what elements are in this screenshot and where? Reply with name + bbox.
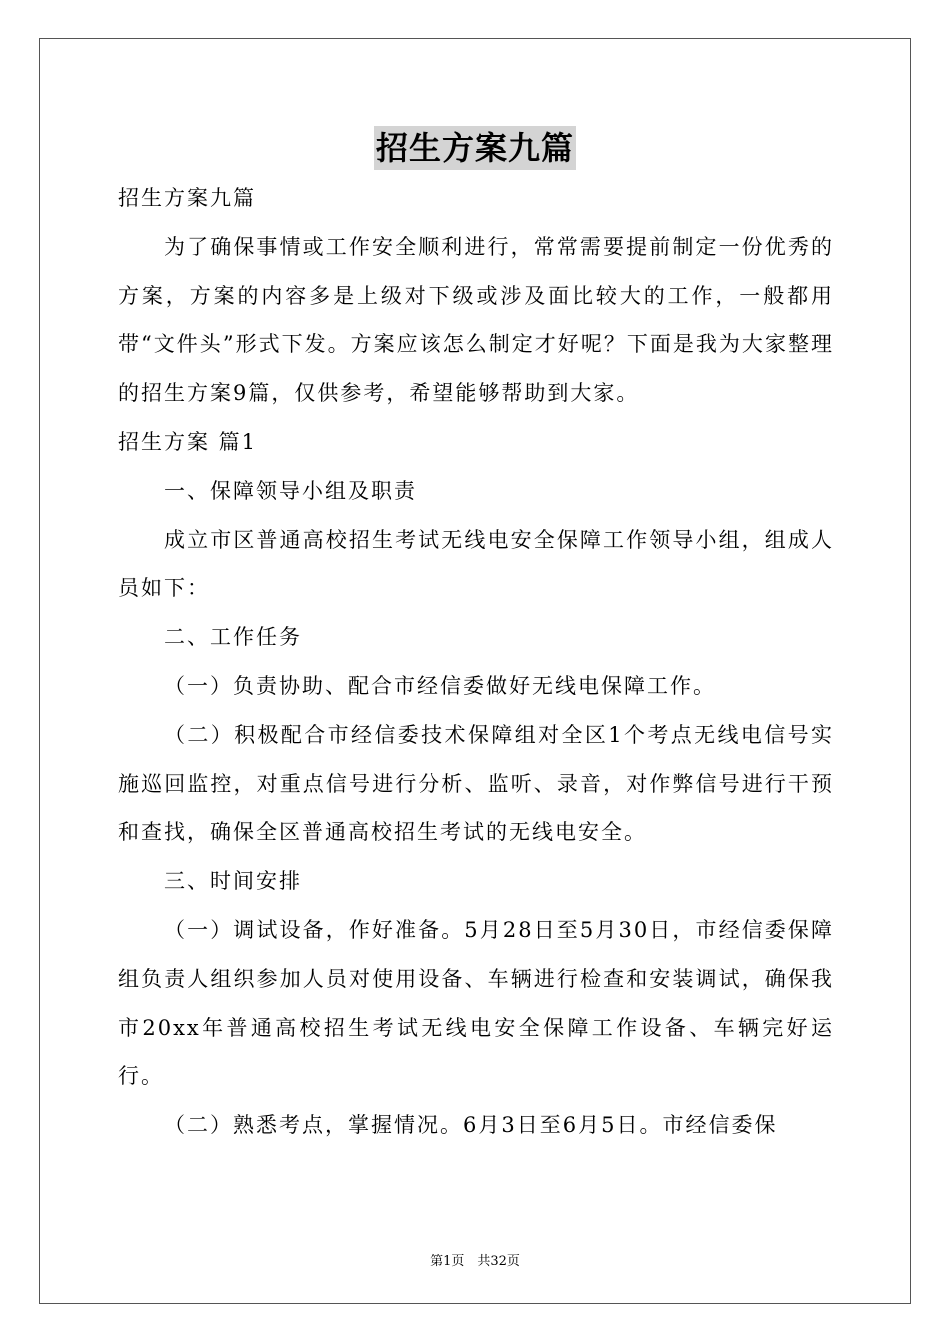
document-body [118,174,834,1150]
paragraph: （一）调试设备，作好准备。5月28日至5月30日，市经信委保障组负责人组织参加人员对使用设备、车辆进行检查和安装调试，确保我市20xx年普通高校招生考试无线电安全保障工作设备、车辆完好运行。 [118,917,834,1089]
paragraph: （二）积极配合市经信委技术保障组对全区1个考点无线电信号实施巡回监控，对重点信号进行分析、监听、录音，对作弊信号进行干预和查找，确保全区普通高校招生考试的无线电安全。 [118,722,834,845]
paragraph: 三、时间安排 [164,869,302,894]
title-wrap [0,126,950,170]
paragraph: 为了确保事情或工作安全顺利进行，常常需要提前制定一份优秀的方案，方案的内容多是上级对下级或涉及面比较大的工作，一般都用带“文件头”形式下发。方案应该怎么制定才好呢？下面是我为大家整理的招生方案9篇，仅供参考，希望能够帮助到大家。 [118,234,834,406]
paragraph: （一）负责协助、配合市经信委做好无线电保障工作。 [164,673,716,698]
paragraph: 二、工作任务 [164,625,302,650]
page-footer: 第1页 共32页 [430,1254,520,1269]
paragraph: 招生方案九篇 [118,186,256,210]
paragraph: （二）熟悉考点，掌握情况。6月3日至6月5日。市经信委保 [164,1113,778,1138]
paragraph: 成立市区普通高校招生考试无线电安全保障工作领导小组，组成人员如下： [118,527,834,601]
document-title: 招生方案九篇 [374,126,576,170]
paragraph: 一、保障领导小组及职责 [164,478,417,503]
section-heading: 招生方案 篇1 [118,429,258,454]
